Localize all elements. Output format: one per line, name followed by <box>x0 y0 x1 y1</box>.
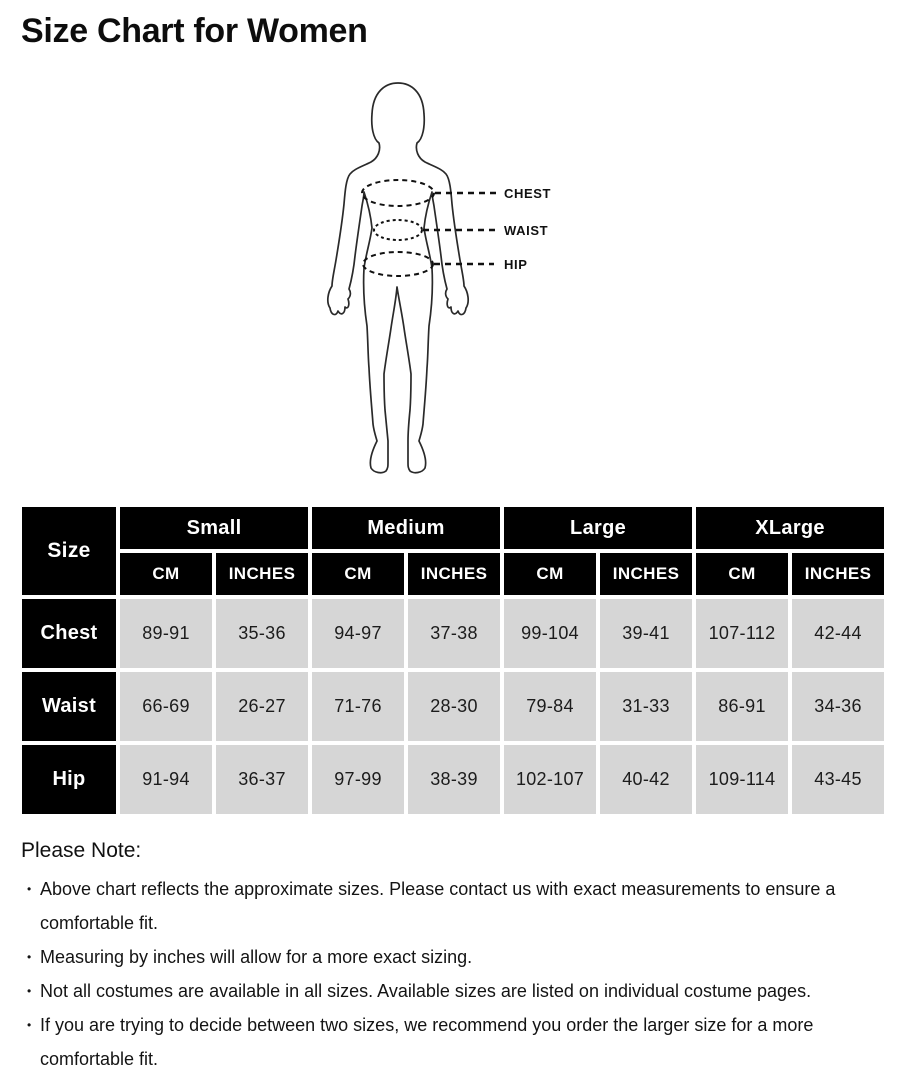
size-group-header-row <box>22 507 884 549</box>
size-chart-table <box>18 503 888 818</box>
bullet-marker: • <box>27 984 32 998</box>
cell-chest-large-cm: 99-104 <box>504 599 596 668</box>
waist-label: WAIST <box>504 223 549 238</box>
cell-chest-xlarge-cm: 107-112 <box>696 599 788 668</box>
cell-hip-small-cm: 91-94 <box>120 745 212 814</box>
cell-waist-medium-cm: 71-76 <box>312 672 404 741</box>
unit-header-xlarge-inches: INCHES <box>792 553 884 595</box>
unit-header-medium-cm: CM <box>312 553 404 595</box>
cell-hip-large-cm: 102-107 <box>504 745 596 814</box>
bullet-marker: • <box>27 882 32 896</box>
cell-hip-medium-cm: 97-99 <box>312 745 404 814</box>
cell-waist-small-inches: 26-27 <box>216 672 308 741</box>
note-text: Above chart reflects the approximate sizes. Please contact us with exact measurements to ensure a comfortable fit. <box>40 879 836 933</box>
bullet-marker: • <box>27 1018 32 1032</box>
cell-chest-small-cm: 89-91 <box>120 599 212 668</box>
group-header-medium: Medium <box>312 507 500 549</box>
unit-header-small-inches: INCHES <box>216 553 308 595</box>
table-row-chest <box>22 599 884 668</box>
unit-header-large-inches: INCHES <box>600 553 692 595</box>
note-item-larger-size <box>21 1008 879 1076</box>
bullet-marker: • <box>27 950 32 964</box>
notes-heading: Please Note: <box>21 839 142 862</box>
notes-section <box>21 838 879 1076</box>
cell-waist-medium-inches: 28-30 <box>408 672 500 741</box>
cell-waist-xlarge-inches: 34-36 <box>792 672 884 741</box>
unit-header-small-cm: CM <box>120 553 212 595</box>
cell-chest-large-inches: 39-41 <box>600 599 692 668</box>
notes-list <box>21 872 879 1076</box>
corner-header-size: Size <box>22 507 116 595</box>
note-item-measuring-inches <box>21 940 879 974</box>
cell-hip-xlarge-inches: 43-45 <box>792 745 884 814</box>
hip-label: HIP <box>504 257 528 272</box>
cell-chest-medium-inches: 37-38 <box>408 599 500 668</box>
row-header-waist: Waist <box>22 672 116 741</box>
cell-hip-small-inches: 36-37 <box>216 745 308 814</box>
cell-hip-large-inches: 40-42 <box>600 745 692 814</box>
row-header-chest: Chest <box>22 599 116 668</box>
body-outline <box>328 83 468 473</box>
note-text: Measuring by inches will allow for a more exact sizing. <box>40 947 473 967</box>
note-text: If you are trying to decide between two sizes, we recommend you order the larger size for a more comfortable fit. <box>40 1015 814 1069</box>
body-measurement-diagram <box>298 80 628 485</box>
table-row-waist <box>22 672 884 741</box>
note-item-approximate-sizes <box>21 872 879 940</box>
note-item-availability <box>21 974 879 1008</box>
cell-waist-large-cm: 79-84 <box>504 672 596 741</box>
cell-hip-medium-inches: 38-39 <box>408 745 500 814</box>
cell-hip-xlarge-cm: 109-114 <box>696 745 788 814</box>
chest-label: CHEST <box>504 186 552 201</box>
group-header-small: Small <box>120 507 308 549</box>
unit-header-large-cm: CM <box>504 553 596 595</box>
cell-chest-xlarge-inches: 42-44 <box>792 599 884 668</box>
table-row-hip <box>22 745 884 814</box>
cell-waist-xlarge-cm: 86-91 <box>696 672 788 741</box>
group-header-large: Large <box>504 507 692 549</box>
row-header-hip: Hip <box>22 745 116 814</box>
cell-chest-small-inches: 35-36 <box>216 599 308 668</box>
note-text: Not all costumes are available in all sizes. Available sizes are listed on individual costume pages. <box>40 981 812 1001</box>
unit-header-medium-inches: INCHES <box>408 553 500 595</box>
cell-waist-small-cm: 66-69 <box>120 672 212 741</box>
group-header-xlarge: XLarge <box>696 507 884 549</box>
unit-header-xlarge-cm: CM <box>696 553 788 595</box>
cell-chest-medium-cm: 94-97 <box>312 599 404 668</box>
page-title: Size Chart for Women <box>21 12 368 50</box>
unit-header-row <box>22 553 884 595</box>
cell-waist-large-inches: 31-33 <box>600 672 692 741</box>
